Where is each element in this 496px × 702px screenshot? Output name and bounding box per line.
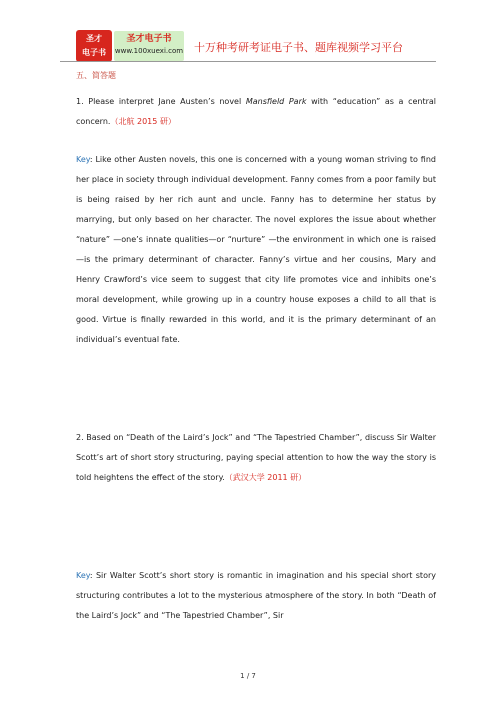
question-1: [76, 92, 436, 132]
question-2-source: （武汉大学 2011 研）: [224, 473, 307, 482]
brand-url: www.100xuexi.com: [114, 47, 184, 55]
logo-top-text: 圣才: [86, 34, 102, 43]
question-1-title: Mansfield Park: [245, 97, 307, 106]
section-title: 五、简答题: [76, 71, 116, 80]
answer-2-text: : Sir Walter Scott’s short story is romantic in imagination and his special short story structuring contributes a lot to the mysterious atmosphere of the story. In both “Death of the Laird’s Jock” and “The Tapestried Chamber”, Sir: [76, 571, 436, 620]
answer-1-key-label: Key: [76, 155, 90, 164]
question-1-prefix: 1. Please interpret Jane Austen’s novel: [76, 97, 246, 106]
answer-2-key-label: Key: [76, 571, 90, 580]
answer-1-text: : Like other Austen novels, this one is concerned with a young woman striving to find her place in society through individual development. Fanny comes from a poor family but is being raised by her rich aunt and uncle. Fanny has to determine her status by marrying, but only based on her character. The novel explores the issue about whether “nature” —one’s innate qualities—or “nurture” —the environment in which one is raised—is the primary determinant of character. Fanny’s virtue and her cousins, Mary and Henry Crawford’s vice seem to suggest that city life promotes vice and inhibits one’s moral development, while growing up in a country house exposes a child to all that is good. Virtue is finally rewarded in this world, and it is the primary determinant of an individual’s eventual fate.: [76, 155, 436, 344]
brand-name: 圣才电子书: [126, 34, 172, 44]
answer-2: [76, 566, 436, 626]
logo-bottom-text: 电子书: [82, 48, 106, 57]
logo-mark: [76, 30, 112, 62]
page-header: [76, 30, 446, 62]
logo-brand-box: [114, 31, 184, 61]
question-2: [76, 428, 436, 488]
question-1-suffix: with “education” as a central concern.: [76, 97, 437, 126]
answer-1: [76, 150, 436, 350]
question-1-source: （北航 2015 研）: [110, 117, 176, 126]
brand-logo[interactable]: [76, 30, 184, 62]
page-number: 1 / 7: [240, 672, 256, 680]
header-divider: [60, 61, 436, 62]
header-slogan: 十万种考研考证电子书、题库视频学习平台: [194, 41, 403, 54]
question-2-prefix: 2. Based on “Death of the Laird’s Jock” and “The Tapestried Chamber”, discuss Sir Walter Scott’s art of short story structuring, paying special attention to how the way the story is told heightens the effect of the story.: [76, 433, 436, 482]
